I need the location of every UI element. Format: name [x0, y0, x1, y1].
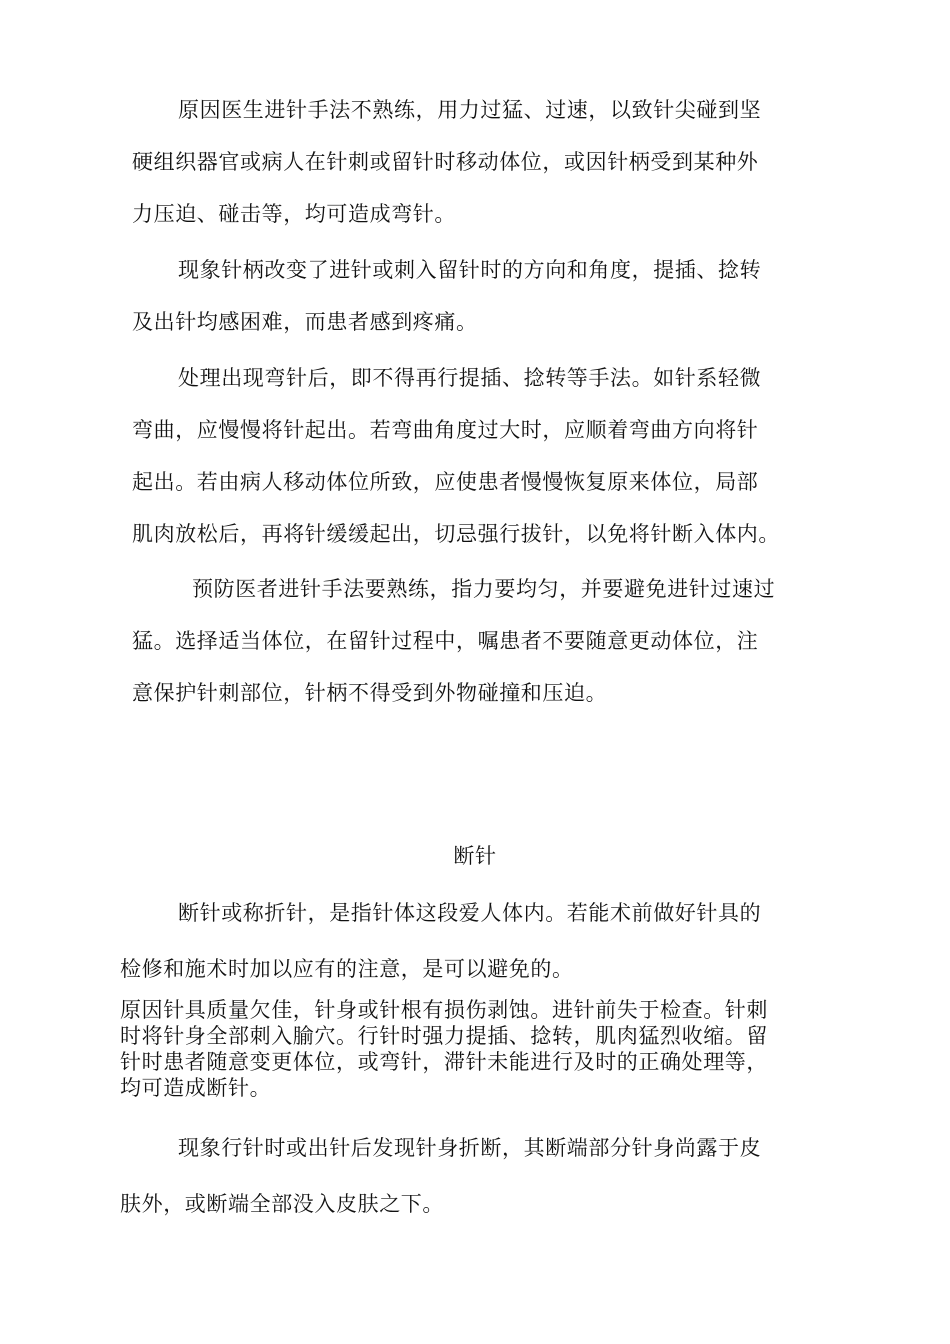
paragraph-cause-bent-needle	[132, 84, 832, 240]
text-line: 现象针柄改变了进针或刺入留针时的方向和角度，提插、捻转	[178, 258, 762, 282]
paragraph-symptom-bent-needle	[132, 244, 832, 348]
text-line: 原因针具质量欠佳，针身或针根有损伤剥蚀。进针前失于检查。针刺	[120, 998, 768, 1022]
text-line: 现象行针时或出针后发现针身折断，其断端部分针身尚露于皮	[178, 1136, 762, 1160]
section-heading: 断针	[453, 844, 497, 868]
text-line: 原因医生进针手法不熟练，用力过猛、过速，以致针尖碰到坚	[178, 98, 762, 122]
text-line: 针时患者随意变更体位，或弯针，滞针未能进行及时的正确处理等，	[120, 1050, 768, 1074]
text-line: 硬组织器官或病人在针刺或留针时移动体位，或因针柄受到某种外	[132, 150, 759, 174]
text-line: 及出针均感困难，而患者感到疼痛。	[132, 310, 478, 334]
text-line: 肤外，或断端全部没入皮肤之下。	[120, 1192, 444, 1216]
text-line: 预防医者进针手法要熟练，指力要均匀，并要避免进针过速过	[192, 577, 776, 601]
paragraph-treatment-bent-needle	[132, 352, 832, 560]
text-line: 猛。选择适当体位，在留针过程中，嘱患者不要随意更动体位，注	[132, 629, 759, 653]
paragraph-intro-broken-needle	[120, 885, 835, 997]
paragraph-cause-broken-needle	[120, 997, 835, 1101]
text-line: 时将针身全部刺入腧穴。行针时强力提插、捻转，肌肉猛烈收缩。留	[120, 1024, 768, 1048]
paragraph-prevention-bent-needle	[132, 563, 832, 719]
text-line: 检修和施术时加以应有的注意，是可以避免的。	[120, 957, 574, 981]
text-line: 处理出现弯针后，即不得再行提插、捻转等手法。如针系轻微	[178, 366, 762, 390]
text-line: 断针或称折针，是指针体这段爱人体内。若能术前做好针具的	[178, 901, 762, 925]
text-line: 肌肉放松后，再将针缓缓起出，切忌强行拔针，以免将针断入体内。	[132, 522, 780, 546]
text-line: 起出。若由病人移动体位所致，应使患者慢慢恢复原来体位，局部	[132, 470, 759, 494]
paragraph-symptom-broken-needle	[120, 1120, 835, 1232]
text-line: 意保护针刺部位，针柄不得受到外物碰撞和压迫。	[132, 681, 608, 705]
text-line: 力压迫、碰击等，均可造成弯针。	[132, 202, 456, 226]
text-line: 弯曲，应慢慢将针起出。若弯曲角度过大时，应顺着弯曲方向将针	[132, 418, 759, 442]
text-line: 均可造成断针。	[120, 1076, 272, 1100]
